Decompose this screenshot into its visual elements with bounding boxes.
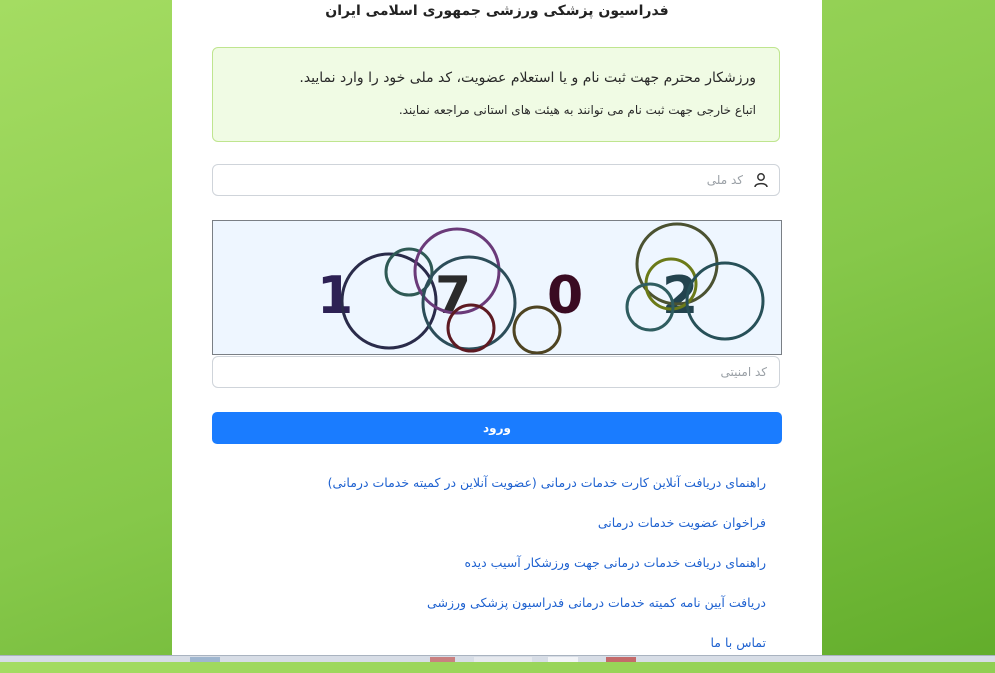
alert-line-foreign-nationals: اتباع خارجی جهت ثبت نام می توانند به هیئت های استانی مراجعه نمایند.: [398, 103, 756, 117]
national-id-field: [212, 164, 780, 196]
captcha-digit: 0: [547, 266, 584, 326]
captcha-digit: 1: [317, 266, 354, 326]
captcha-image: [212, 220, 782, 355]
info-alert: [212, 47, 780, 142]
taskbar-item[interactable]: [548, 657, 578, 662]
captcha-digit: 7: [435, 266, 472, 326]
captcha-digit: 2: [662, 266, 699, 326]
link-injured-athlete-guide[interactable]: راهنمای دریافت خدمات درمانی جهت ورزشکار آسیب دیده: [464, 555, 766, 570]
link-regulations-download[interactable]: دریافت آیین نامه کمیته خدمات درمانی فدراسیون پزشکی ورزشی: [427, 595, 766, 610]
link-contact-us[interactable]: تماس با ما: [710, 635, 766, 650]
taskbar-item[interactable]: [606, 657, 636, 662]
security-code-field: [212, 356, 780, 388]
user-icon: [753, 172, 769, 188]
page-title: فدراسیون پزشکی ورزشی جمهوری اسلامی ایران: [325, 3, 669, 19]
national-id-input[interactable]: [213, 165, 779, 195]
help-links: [226, 473, 766, 673]
taskbar-item[interactable]: [430, 657, 455, 662]
taskbar-item[interactable]: [190, 657, 220, 662]
link-online-card-guide[interactable]: راهنمای دریافت آنلاین کارت خدمات درمانی (عضویت آنلاین در کمیته خدمات درمانی): [327, 475, 766, 490]
alert-line-national-id: ورزشکار محترم جهت ثبت نام و یا استعلام عضویت، کد ملی خود را وارد نمایید.: [299, 70, 756, 86]
link-membership-call[interactable]: فراخوان عضویت خدمات درمانی: [597, 515, 766, 530]
security-code-input[interactable]: [213, 357, 779, 387]
login-button[interactable]: ورود: [212, 412, 782, 444]
taskbar-item[interactable]: [474, 657, 532, 662]
login-panel: [172, 0, 822, 655]
